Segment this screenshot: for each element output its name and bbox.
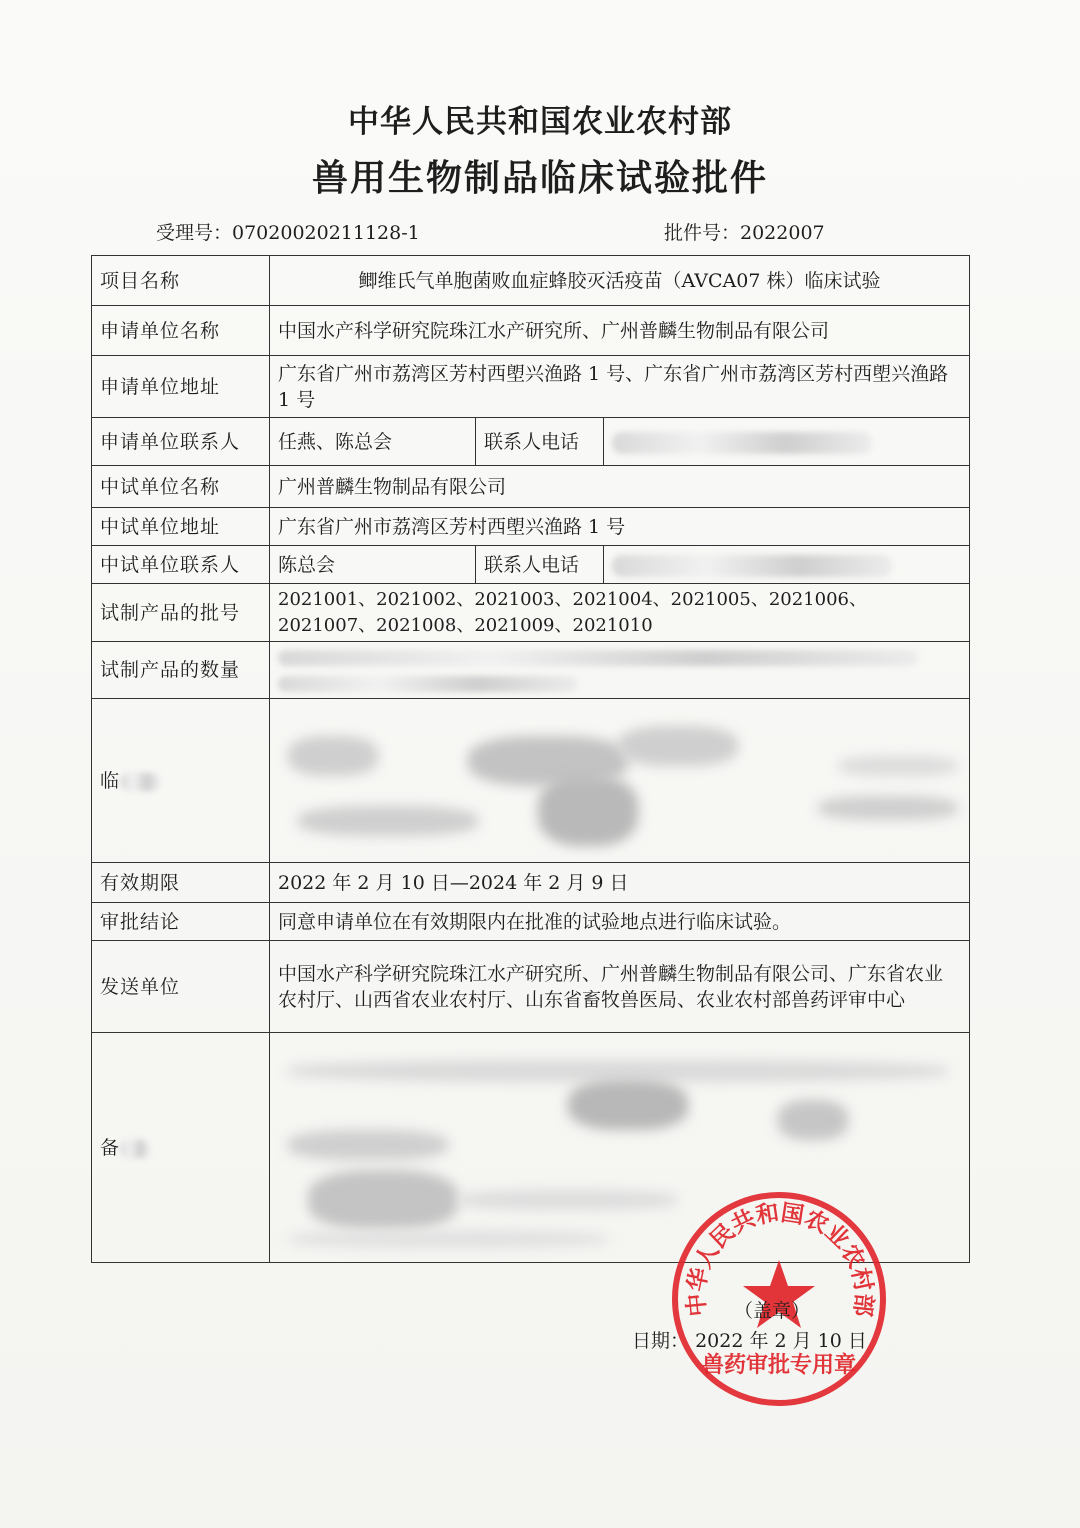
trial-address-label: 中试单位地址 <box>92 508 270 546</box>
approval-number: 批件号：2022007 <box>664 222 825 244</box>
seal-inner-text: 兽药审批专用章 <box>701 1353 857 1378</box>
applicant-address-value: 广东省广州市荔湾区芳村西塱兴渔路 1 号、广东省广州市荔湾区芳村西塱兴渔路 1 号 <box>270 356 970 418</box>
remarks-label-redacted <box>92 1033 270 1263</box>
table-row <box>92 256 970 306</box>
recipients-label: 发送单位 <box>92 941 270 1033</box>
seal-ring-text: 中华人民共和国农业农村部 <box>683 1200 877 1318</box>
remarks-label: 备 <box>100 1136 121 1159</box>
table-row <box>92 356 970 418</box>
table-row <box>92 642 970 699</box>
stamp-label: （盖章） <box>734 1300 811 1322</box>
validity-label: 有效期限 <box>92 863 270 903</box>
trial-contact-value: 陈总会 <box>270 546 476 584</box>
quantity-redacted <box>270 642 970 699</box>
table-row <box>92 418 970 466</box>
trial-phone-redacted <box>604 546 970 584</box>
applicant-contact-value: 任燕、陈总会 <box>270 418 476 466</box>
trial-address-value: 广东省广州市荔湾区芳村西塱兴渔路 1 号 <box>270 508 970 546</box>
applicant-name-value: 中国水产科学研究院珠江水产研究所、广州普麟生物制品有限公司 <box>270 306 970 356</box>
table-row <box>92 699 970 863</box>
conclusion-label: 审批结论 <box>92 903 270 941</box>
applicant-phone-label: 联系人电话 <box>476 418 604 466</box>
acceptance-number: 受理号：07020020211128-1 <box>156 222 420 244</box>
table-row <box>92 584 970 642</box>
table-row <box>92 903 970 941</box>
ministry-title: 中华人民共和国农业农村部 <box>348 104 732 140</box>
trial-unit-label: 中试单位名称 <box>92 466 270 508</box>
clinical-label: 临 <box>100 769 121 792</box>
applicant-address-label: 申请单位地址 <box>92 356 270 418</box>
project-name-label: 项目名称 <box>92 256 270 306</box>
project-name-value: 鲫维氏气单胞菌败血症蜂胶灭活疫苗（AVCA07 株）临床试验 <box>270 256 970 306</box>
issue-date <box>632 1326 867 1353</box>
batch-number-value: 2021001、2021002、2021003、2021004、2021005、2021006、2021007、2021008、2021009、2021010 <box>270 584 970 642</box>
clinical-label-redacted <box>92 699 270 863</box>
table-row <box>92 546 970 584</box>
date-label: 日期： <box>632 1330 690 1352</box>
table-row <box>92 306 970 356</box>
date-value: 2022 年 2 月 10 日 <box>695 1330 867 1352</box>
table-row <box>92 508 970 546</box>
applicant-name-label: 申请单位名称 <box>92 306 270 356</box>
recipients-value: 中国水产科学研究院珠江水产研究所、广州普麟生物制品有限公司、广东省农业农村厅、山西省农业农村厅、山东省畜牧兽医局、农业农村部兽药评审中心 <box>270 941 970 1033</box>
validity-value: 2022 年 2 月 10 日—2024 年 2 月 9 日 <box>270 863 970 903</box>
trial-unit-value: 广州普麟生物制品有限公司 <box>270 466 970 508</box>
table-row <box>92 466 970 508</box>
clinical-content-redacted <box>270 699 970 863</box>
applicant-phone-redacted <box>604 418 970 466</box>
approval-form-table <box>91 255 970 1263</box>
table-row <box>92 941 970 1033</box>
document-title: 兽用生物制品临床试验批件 <box>311 158 768 199</box>
trial-contact-label: 中试单位联系人 <box>92 546 270 584</box>
table-row <box>92 863 970 903</box>
quantity-label: 试制产品的数量 <box>92 642 270 699</box>
conclusion-value: 同意申请单位在有效期限内在批准的试验地点进行临床试验。 <box>270 903 970 941</box>
applicant-contact-label: 申请单位联系人 <box>92 418 270 466</box>
batch-number-label: 试制产品的批号 <box>92 584 270 642</box>
trial-phone-label: 联系人电话 <box>476 546 604 584</box>
